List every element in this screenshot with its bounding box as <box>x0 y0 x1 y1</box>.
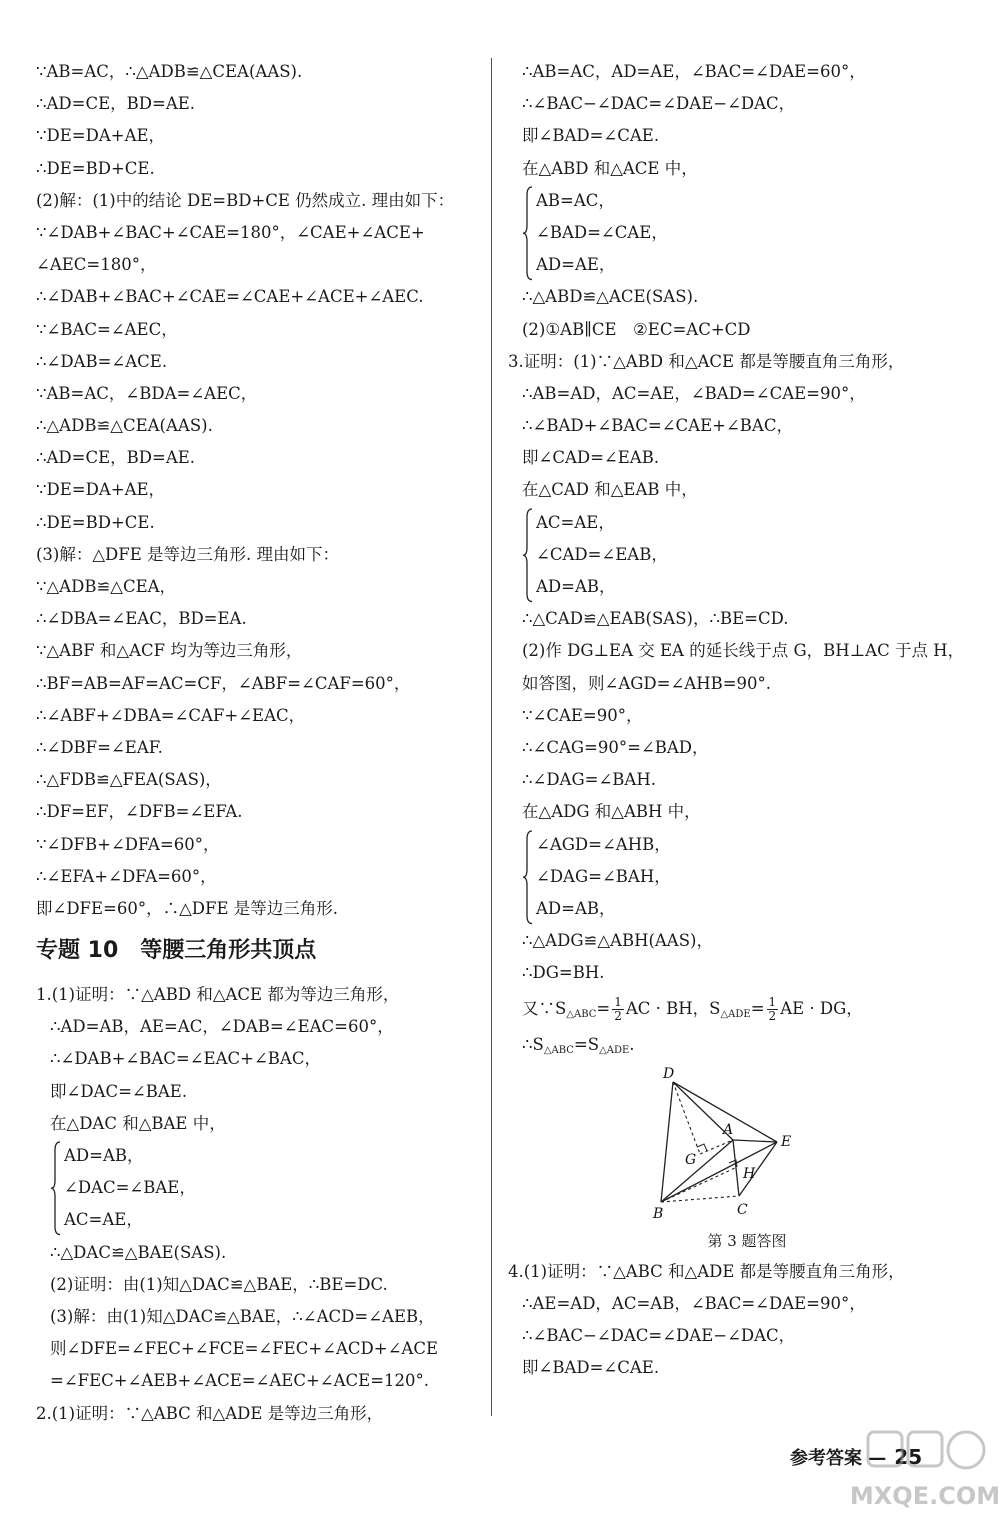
figure-caption: 第 3 题答图 <box>707 1231 787 1250</box>
text-line: ∴AD=CE，BD=AE. <box>36 448 196 468</box>
equation-system <box>36 1140 481 1237</box>
fraction-half: $\frac{1}{2}$ <box>768 995 777 1024</box>
text-line: ∴∠EFA+∠DFA=60°， <box>36 866 217 886</box>
text-line: 如答图，则∠AGD=∠AHB=90°. <box>522 673 772 693</box>
right-lines-c <box>508 603 978 828</box>
area-conclusion: $\therefore S_{\triangle ABC}=S_{\triangle ADE}$. <box>522 1035 635 1057</box>
text-line: ∴AD=AB，AE=AC，∠DAB=∠EAC=60°， <box>50 1017 394 1037</box>
column-divider <box>491 58 492 1416</box>
text-line: ∵AB=AC，∴△ADB≌△CEA(AAS). <box>36 62 303 81</box>
text-line: ∴BF=AB=AF=AC=CF，∠ABF=∠CAF=60°， <box>36 673 411 693</box>
text-line: ∴DG=BH. <box>522 963 605 983</box>
text-line: =∠FEC+∠AEB+∠ACE=∠AEC+∠ACE=120°. <box>50 1371 430 1391</box>
segment-DB <box>661 1082 673 1202</box>
text-line: ∠AGD=∠AHB， <box>536 834 671 854</box>
text-line: 即∠CAD=∠EAB. <box>522 448 660 468</box>
text-line: AC=AE， <box>64 1210 143 1230</box>
text-line: ∴∠BAD+∠BAC=∠CAE+∠BAC， <box>522 416 793 436</box>
text-line: ∴∠DBF=∠EAF. <box>36 737 163 757</box>
watermark-text: MXQE.COM <box>849 1482 1001 1510</box>
text-line: 2.(1)证明：∵△ABC 和△ADE 是等边三角形， <box>36 1403 384 1423</box>
text-line: (3)解：△DFE 是等边三角形. 理由如下： <box>36 544 340 564</box>
equation-system <box>508 507 978 604</box>
text-line: ∴DE=BD+CE. <box>36 512 155 532</box>
text-line: ∴∠DBA=∠EAC，BD=EA. <box>36 609 247 629</box>
text-line: AB=AC， <box>536 190 615 210</box>
text-line: (3)解：由(1)知△DAC≌△BAE，∴∠ACD=∠AEB， <box>50 1306 435 1326</box>
text-line: ∵∠CAE=90°， <box>522 705 643 725</box>
fraction-half: $\frac{1}{2}$ <box>614 995 622 1024</box>
geometry-figure <box>508 1066 978 1226</box>
label-A: A <box>723 1121 734 1138</box>
text-line: ∴AD=CE，BD=AE. <box>36 94 196 114</box>
text-line: ∴∠DAG=∠BAH. <box>522 770 656 790</box>
text-line: (2)①AB∥CE ②EC=AC+CD <box>522 319 751 339</box>
text-line: (2)证明：由(1)知△DAC≌△BAE，∴BE=DC. <box>50 1274 388 1294</box>
text-line: ∵△ADB≌△CEA， <box>36 577 177 596</box>
area-line: 又$\because S_{\triangle ABC}=$ $\frac{1}{2}$ AC · BH，$S_{\triangle ADE}=$ $\frac{1}{2}$ AE · DG， <box>522 995 863 1024</box>
text-line: ∠DAG=∠BAH， <box>536 866 671 886</box>
text-line: ∴∠DAB=∠ACE. <box>36 351 168 371</box>
equation-system <box>508 829 978 926</box>
label-G: G <box>685 1151 697 1168</box>
text-line: ∴∠DAB+∠BAC+∠CAE=∠CAE+∠ACE+∠AEC. <box>36 287 424 307</box>
text-line: 3.证明：(1)∵△ABD 和△ACE 都是等腰直角三角形， <box>508 351 905 371</box>
right-lines-e <box>508 1256 978 1385</box>
label-H: H <box>743 1165 756 1182</box>
text-line: ∴DF=EF，∠DFB=∠EFA. <box>36 802 243 822</box>
text-line: ∴AB=AD，AC=AE，∠BAD=∠CAE=90°， <box>522 383 866 403</box>
text-line: ∴∠BAC−∠DAC=∠DAE−∠DAC， <box>522 94 796 114</box>
label-B: B <box>653 1205 664 1222</box>
text-line: 则∠DFE=∠FEC+∠FCE=∠FEC+∠ACD+∠ACE <box>50 1339 439 1359</box>
text-line: 即∠BAD=∠CAE. <box>522 1358 660 1378</box>
text-line: ∵DE=DA+AE， <box>36 126 166 146</box>
text-line: ∴DE=BD+CE. <box>36 158 155 178</box>
right-column <box>508 56 978 1384</box>
text-line: ∴△ADG≌△ABH(AAS)， <box>522 931 713 951</box>
text-line: AD=AB， <box>536 898 616 918</box>
text-line: 在△CAD 和△EAB 中， <box>522 480 698 500</box>
text-line: AD=AB， <box>536 577 616 596</box>
text-line: ∴∠ABF+∠DBA=∠CAF+∠EAC， <box>36 705 306 725</box>
section-number: 专题 10 <box>36 938 119 964</box>
text-line: 4.(1)证明：∵△ABC 和△ADE 都是等腰直角三角形， <box>508 1261 905 1281</box>
text-line: ∵AB=AC，∠BDA=∠AEC， <box>36 383 258 403</box>
text-line: ∵∠DFB+∠DFA=60°， <box>36 834 220 854</box>
left-lines-b <box>36 979 481 1140</box>
segment-AE <box>733 1140 777 1142</box>
text-line: 在△ADG 和△ABH 中， <box>522 802 701 822</box>
text-line: ∵∠BAC=∠AEC， <box>36 319 178 339</box>
equation-system <box>508 185 978 282</box>
text-line: ∠BAD=∠CAE， <box>536 222 668 242</box>
left-column <box>36 56 481 1430</box>
text-line: (2)作 DG⊥EA 交 EA 的延长线于点 G，BH⊥AC 于点 H， <box>522 641 965 661</box>
text-line: 即∠BAD=∠CAE. <box>522 126 660 146</box>
text-line: ∠DAC=∠BAE， <box>64 1178 196 1198</box>
text-line: ∴△FDB≌△FEA(SAS)， <box>36 770 222 790</box>
text-line: ∴AE=AD，AC=AB，∠BAC=∠DAE=90°， <box>522 1293 866 1313</box>
text-line: ∴△CAD≌△EAB(SAS)，∴BE=CD. <box>522 609 789 629</box>
page-number: 25 <box>894 1445 923 1469</box>
text-line: 在△ABD 和△ACE 中， <box>522 158 698 178</box>
text-line: ∴△ADB≌△CEA(AAS). <box>36 416 213 436</box>
text-line: ∠CAD=∠EAB， <box>536 544 668 564</box>
right-lines-a <box>508 56 978 185</box>
text-line: ∴∠DAB+∠BAC=∠EAC+∠BAC， <box>50 1049 321 1069</box>
text-line: ∴∠BAC−∠DAC=∠DAE−∠DAC， <box>522 1326 796 1345</box>
text-line: 即∠DFE=60°，∴△DFE 是等边三角形. <box>36 898 339 918</box>
right-lines-d <box>508 925 978 989</box>
text-line: 在△DAC 和△BAE 中， <box>50 1113 226 1133</box>
right-lines-b <box>508 281 978 506</box>
text-line: ∴△DAC≌△BAE(SAS). <box>50 1242 227 1262</box>
text-line: AC=AE， <box>536 512 615 532</box>
footer-label: 参考答案 <box>790 1448 862 1469</box>
text-line: AD=AE， <box>536 255 616 275</box>
section-heading <box>36 925 481 979</box>
section-title: 等腰三角形共顶点 <box>140 938 317 964</box>
text-line: ∴AB=AC，AD=AE，∠BAC=∠DAE=60°， <box>522 62 866 81</box>
text-line: AD=AB， <box>64 1146 144 1165</box>
segment-DG <box>673 1082 700 1154</box>
label-D: D <box>663 1065 675 1082</box>
text-line: ∴∠CAG=90°=∠BAD， <box>522 737 709 757</box>
label-C: C <box>737 1201 748 1218</box>
left-lines-c <box>36 1237 481 1430</box>
text-line: ∵DE=DA+AE， <box>36 480 166 500</box>
left-lines-a <box>36 56 481 925</box>
text-line: ∵∠DAB+∠BAC+∠CAE=180°，∠CAE+∠ACE+ <box>36 222 425 242</box>
text-line: 1.(1)证明：∵△ABD 和△ACE 都为等边三角形， <box>36 985 400 1005</box>
text-line: (2)解：(1)中的结论 DE=BD+CE 仍然成立. 理由如下： <box>36 190 455 210</box>
label-E: E <box>781 1133 792 1150</box>
text-line: ∠AEC=180°， <box>36 255 157 275</box>
text-line: ∵△ABF 和△ACF 均为等边三角形， <box>36 641 303 661</box>
segment-BH <box>661 1168 735 1202</box>
watermark-logo <box>849 1426 1001 1530</box>
text-line: 即∠DAC=∠BAE. <box>50 1081 188 1101</box>
segment-BE <box>661 1142 777 1202</box>
footer-dash: — <box>868 1448 887 1469</box>
text-line: ∴△ABD≌△ACE(SAS). <box>522 287 699 307</box>
